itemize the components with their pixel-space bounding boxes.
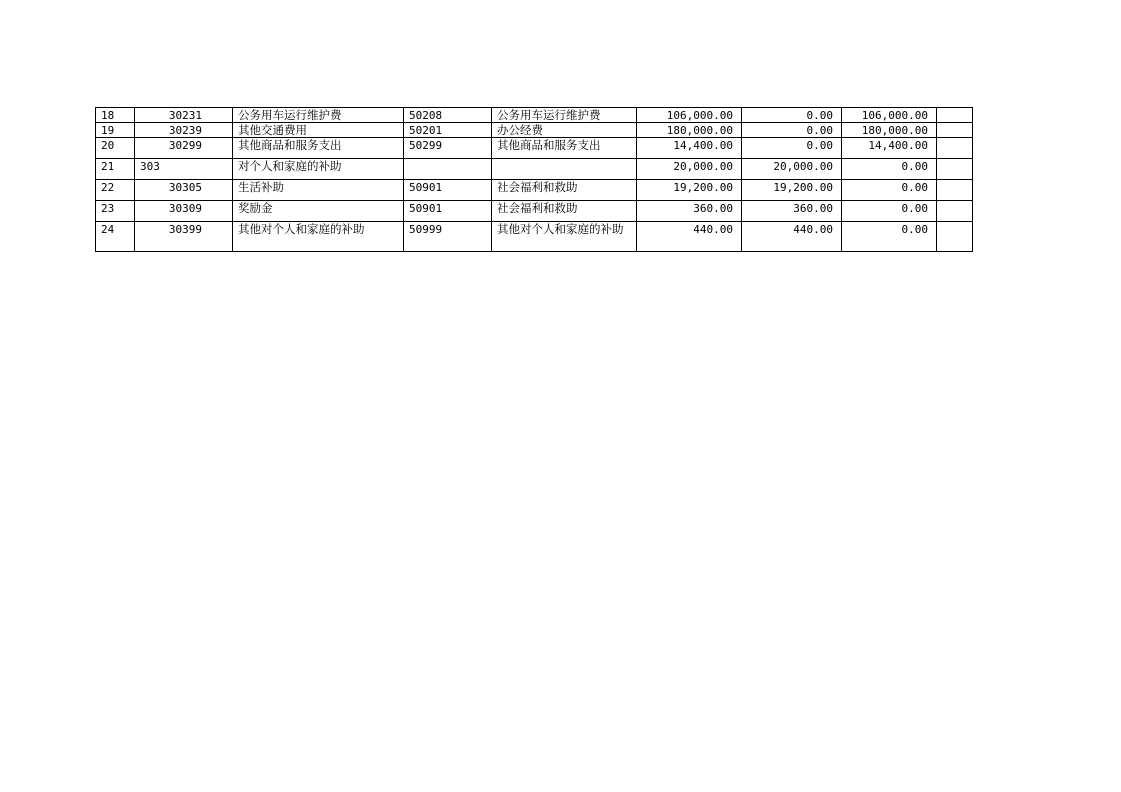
- row-number: 18: [96, 108, 135, 123]
- gov-code: 50299: [404, 138, 492, 159]
- econ-code: 30305: [135, 180, 233, 201]
- extra-cell: [937, 159, 973, 180]
- row-number: 19: [96, 123, 135, 138]
- gov-code: 50901: [404, 201, 492, 222]
- basic-amount: 20,000.00: [742, 159, 842, 180]
- gov-name: [492, 159, 637, 180]
- row-number: 24: [96, 222, 135, 252]
- gov-name: 公务用车运行维护费: [492, 108, 637, 123]
- econ-code: 30399: [135, 222, 233, 252]
- total-amount: 19,200.00: [637, 180, 742, 201]
- total-amount: 20,000.00: [637, 159, 742, 180]
- table-row: [96, 180, 973, 201]
- gov-name: 其他商品和服务支出: [492, 138, 637, 159]
- project-amount: 14,400.00: [842, 138, 937, 159]
- total-amount: 360.00: [637, 201, 742, 222]
- gov-code: [404, 159, 492, 180]
- econ-code: 303: [135, 159, 233, 180]
- extra-cell: [937, 222, 973, 252]
- basic-amount: 0.00: [742, 108, 842, 123]
- basic-amount: 0.00: [742, 138, 842, 159]
- project-amount: 0.00: [842, 180, 937, 201]
- table-row: [96, 201, 973, 222]
- basic-amount: 19,200.00: [742, 180, 842, 201]
- total-amount: 14,400.00: [637, 138, 742, 159]
- row-number: 22: [96, 180, 135, 201]
- gov-code: 50999: [404, 222, 492, 252]
- project-amount: 0.00: [842, 201, 937, 222]
- basic-amount: 360.00: [742, 201, 842, 222]
- econ-code: 30231: [135, 108, 233, 123]
- extra-cell: [937, 180, 973, 201]
- project-amount: 180,000.00: [842, 123, 937, 138]
- gov-name: 办公经费: [492, 123, 637, 138]
- econ-name: 其他商品和服务支出: [233, 138, 404, 159]
- gov-code: 50201: [404, 123, 492, 138]
- econ-code: 30299: [135, 138, 233, 159]
- table-row: [96, 159, 973, 180]
- econ-name: 其他对个人和家庭的补助: [233, 222, 404, 252]
- gov-name: 社会福利和救助: [492, 201, 637, 222]
- table-row: [96, 108, 973, 123]
- table-row: [96, 123, 973, 138]
- row-number: 20: [96, 138, 135, 159]
- table-body: [96, 108, 973, 252]
- budget-table: [95, 107, 973, 252]
- econ-name: 对个人和家庭的补助: [233, 159, 404, 180]
- econ-name: 公务用车运行维护费: [233, 108, 404, 123]
- econ-name: 其他交通费用: [233, 123, 404, 138]
- gov-name: 社会福利和救助: [492, 180, 637, 201]
- gov-code: 50901: [404, 180, 492, 201]
- total-amount: 440.00: [637, 222, 742, 252]
- table-row: [96, 138, 973, 159]
- econ-name: 奖励金: [233, 201, 404, 222]
- gov-name: 其他对个人和家庭的补助: [492, 222, 637, 252]
- extra-cell: [937, 123, 973, 138]
- econ-name: 生活补助: [233, 180, 404, 201]
- gov-code: 50208: [404, 108, 492, 123]
- basic-amount: 440.00: [742, 222, 842, 252]
- project-amount: 0.00: [842, 222, 937, 252]
- total-amount: 106,000.00: [637, 108, 742, 123]
- row-number: 21: [96, 159, 135, 180]
- basic-amount: 0.00: [742, 123, 842, 138]
- econ-code: 30239: [135, 123, 233, 138]
- extra-cell: [937, 201, 973, 222]
- project-amount: 106,000.00: [842, 108, 937, 123]
- extra-cell: [937, 138, 973, 159]
- extra-cell: [937, 108, 973, 123]
- row-number: 23: [96, 201, 135, 222]
- total-amount: 180,000.00: [637, 123, 742, 138]
- econ-code: 30309: [135, 201, 233, 222]
- project-amount: 0.00: [842, 159, 937, 180]
- table-row: [96, 222, 973, 252]
